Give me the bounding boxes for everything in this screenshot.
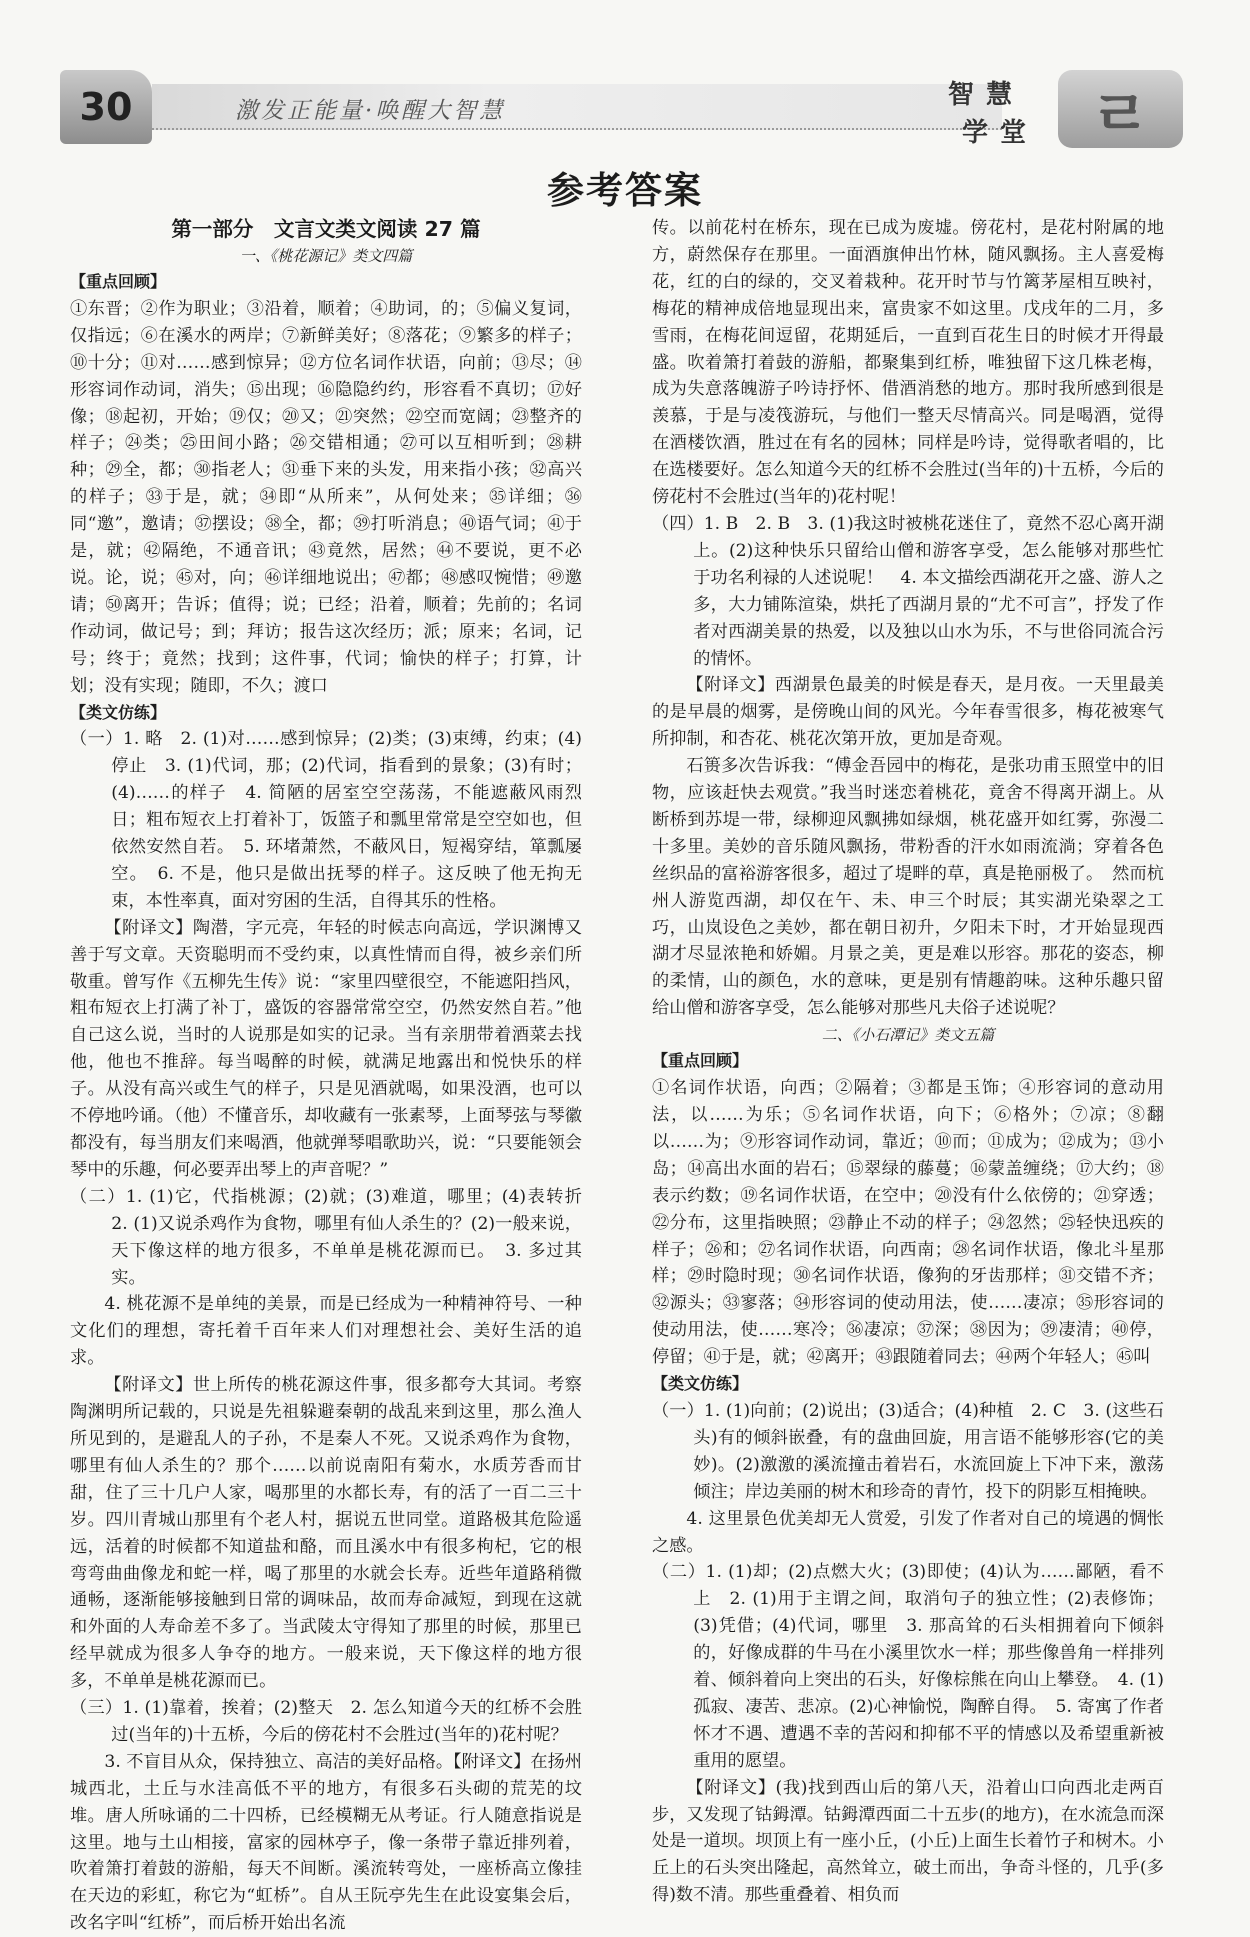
logo-char: 堂 — [1000, 118, 1027, 148]
heading-review-2: 【重点回顾】 — [652, 1051, 749, 1071]
left-column — [70, 215, 600, 1937]
translation-2: 【附译文】世上所传的桃花源这件事，很多都夸大其词。考察陶渊明所记载的，只说是先祖躲避秦朝的战乱来到这里，那么渔人所见到的，是避乱人的子孙，不是秦人不死。又说杀鸡作为食物，哪里有仙人杀生的？那个……以前说南阳有菊水，水质芳香而甘甜，住了三十几户人家，喝那里的水都长寿，有的活了一百二三十岁。四川青城山那里有个老人村，据说五世同堂。道路极其危险遥远，活着的时候都不知道盐和酪，而且溪水中有很多枸杞，它的根弯弯曲曲像龙和蛇一样，喝了那里的水就会长寿。近些年道路稍微通畅，逐渐能够接触到日常的调味品，故而寿命减短，到现在这就和外面的人寿命差不多了。当武陵太守得知了那里的时候，那里已经早就成为很多人争夺的地方。一般来说，天下像这样的地方很多，不单单是桃花源而已。 — [70, 1375, 582, 1692]
logo-char: 慧 — [986, 80, 1013, 110]
page-header — [60, 70, 1190, 160]
answer-1: （一）1. 略 2. (1)对……感到惊异；(2)类；(3)束缚，约束；(4)停止 3. (1)代词，那；(2)代词，指看到的景象；(3)有时；(4)……的样子 4. 简陋的居室空空荡荡，不能遮蔽风雨烈日；粗布短衣上打着补丁，饭篮子和瓢里常常是空空如也，但依然安然自若。 5. 环堵萧然，不蔽风日，短褐穿结，箪瓢屡空。 6. 不是，他只是做出抚琴的样子。这反映了他无拘无束，本性率真，面对穷困的生活，自得其乐的性格。 — [70, 729, 582, 911]
translation-4-cont: 石篑多次告诉我：“傅金吾园中的梅花，是张功甫玉照堂中的旧物，应该赶快去观赏。”我当时迷恋着桃花，竟舍不得离开湖上。从断桥到苏堤一带，绿柳迎风飘拂如绿烟，桃花盛开如红雾，弥漫二十多里。美妙的音乐随风飘扬，带粉香的汗水如雨流淌；穿着各色丝织品的富裕游客很多，超过了堤畔的草，真是艳丽极了。 然而杭州人游览西湖，却仅在午、未、申三个时辰；其实湖光染翠之工巧，山岚设色之美妙，都在朝日初升，夕阳未下时，才开始显现西湖才尽显浓艳和娇媚。月景之美，更是难以形容。那花的姿态，柳的柔情，山的颜色，水的意味，更是别有情趣韵味。这种乐趣只留给山僧和游客享受，怎么能够对那些凡夫俗子述说呢？ — [652, 756, 1164, 1019]
answer-3: （三）1. (1)靠着，挨着；(2)整天 2. 怎么知道今天的红桥不会胜过(当年的)十五桥，今后的傍花村不会胜过(当年的)花村呢？ — [70, 1698, 582, 1745]
answer-5-extra: 4. 这里景色优美却无人赏爱，引发了作者对自己的境遇的惆怅之感。 — [652, 1508, 1164, 1556]
section-title-2: 二、《小石潭记》类文五篇 — [821, 1026, 995, 1045]
logo-mark-icon: ㄹ — [1058, 70, 1183, 148]
right-column — [652, 215, 1164, 1909]
translation-1: 【附译文】陶潜，字元亮，年轻的时候志向高远，学识渊博又善于写文章。天资聪明而不受约束，以真性情而自得，被乡亲们所敬重。曾写作《五柳先生传》说：“家里四壁很空，不能遮阳挡风，粗布短衣上打满了补丁，盛饭的容器常常空空，仍然安然自若。”他自己这么说，当时的人说那是如实的记录。当有亲朋带着酒菜去找他，他也不推辞。每当喝醉的时候，就满足地露出和悦快乐的样子。从没有高兴或生气的样子，只是见酒就喝，如果没酒，也可以不停地吟诵。（他）不懂音乐，却收藏有一张素琴，上面琴弦与琴徽都没有，每当朋友们来喝酒，他就弹琴唱歌助兴，说：“只要能领会琴中的乐趣，何必要弄出琴上的声音呢？” — [70, 917, 582, 1180]
section-title: 一、《桃花源记》类文四篇 — [239, 247, 413, 265]
answer-4: （四）1. B 2. B 3. (1)我这时被桃花迷住了，竟然不忍心离开湖上。(2)这种快乐只留给山僧和游客享受，怎么能够对那些忙于功名利禄的人述说呢！ 4. 本文描绘西湖花开之盛、游人之多，大力铺陈渲染，烘托了西湖月景的“尤不可言”，抒发了作者对西湖美景的热爱，以及独以山水为乐，不与世俗同流合污的情怀。 — [652, 513, 1164, 669]
logo — [940, 70, 1190, 150]
page-title: 参考答案 — [547, 168, 703, 212]
heading-practice: 【类文仿练】 — [70, 702, 167, 722]
translation-3: 3. 不盲目从众，保持独立、高洁的美好品格。【附译文】在扬州城西北，土丘与水洼高低不平的地方，有很多石头砌的荒芜的坟堆。唐人所咏诵的二十四桥，已经模糊无从考证。行人随意指说是这里。地与土山相接，富家的园林亭子，像一条带子靠近排列着，吹着箫打着鼓的游船，每天不间断。溪流转弯处，一座桥高立像挂在天边的彩虹，称它为“虹桥”。自从王阮亭先生在此设宴集会后，改名字叫“红桥”，而后桥开始出名流 — [70, 1751, 582, 1934]
review-text: ①东晋；②作为职业；③沿着，顺着；④助词，的；⑤偏义复词，仅指远；⑥在溪水的两岸；⑦新鲜美好；⑧落花；⑨繁多的样子；⑩十分；⑪对……感到惊异；⑫方位名词作状语，向前；⑬尽；⑭形容词作动词，消失；⑮出现；⑯隐隐约约，形容看不真切；⑰好像；⑱起初，开始；⑲仅；⑳又；㉑突然；㉒空而宽阔；㉓整齐的样子；㉔类；㉕田间小路；㉖交错相通；㉗可以互相听到；㉘耕种；㉙全，都；㉚指老人；㉛垂下来的头发，用来指小孩；㉜高兴的样子；㉝于是，就；㉞即“从所来”，从何处来；㉟详细；㊱同“邀”，邀请；㊲摆设；㊳全，都；㊴打听消息；㊵语气词；㊶于是，就；㊷隔绝，不通音讯；㊸竟然，居然；㊹不要说，更不必说。论，说；㊺对，向；㊻详细地说出；㊼都；㊽感叹惋惜；㊾邀请；㊿离开；告诉；值得；说；已经；沿着，顺着；先前的；名词作动词，做记号；到；拜访；报告这次经历；派；原来；名词，记号；终于；竟然；找到；这件事，代词；愉快的样子；打算，计划；没有实现；随即，不久；渡口 — [70, 298, 582, 696]
heading-practice-2: 【类文仿练】 — [652, 1374, 749, 1394]
logo-char: 智 — [948, 80, 975, 110]
answer-6: （二）1. (1)却；(2)点燃大火；(3)即使；(4)认为……鄙陋，看不上 2. (1)用于主谓之间，取消句子的独立性；(2)表修饰；(3)凭借；(4)代词，哪里 3. 那高耸的石头相拥着向下倾斜的，好像成群的牛马在小溪里饮水一样；那些像兽角一样排列着、倾斜着向上突出的石头，好像棕熊在向山上攀登。 4. (1)孤寂、凄苦、悲凉。(2)心神愉悦，陶醉自得。 5. 寄寓了作者怀才不遇、遭遇不幸的苦闷和抑郁不平的情感以及希望重新被重用的愿望。 — [652, 1562, 1164, 1771]
answer-2: （二）1. (1)它，代指桃源；(2)就；(3)难道，哪里；(4)表转折 2. (1)又说杀鸡作为食物，哪里有仙人杀生的？(2)一般来说，天下像这样的地方很多，不单单是桃花源而已。 3. 多过其实。 — [70, 1186, 600, 1288]
review-text-2: ①名词作状语，向西；②隔着；③都是玉饰；④形容词的意动用法，以……为乐；⑤名词作状语，向下；⑥格外；⑦凉；⑧翻以……为；⑨形容词作动词，靠近；⑩而；⑪成为；⑫成为；⑬小岛；⑭高出水面的岩石；⑮翠绿的藤蔓；⑯蒙盖缠绕；⑰大约；⑱表示约数；⑲名词作状语，在空中；⑳没有什么依傍的；㉑穿透；㉒分布，这里指映照；㉓静止不动的样子；㉔忽然；㉕轻快迅疾的样子；㉖和；㉗名词作状语，向西南；㉘名词作状语，像北斗星那样；㉙时隐时现；㉚名词作状语，像狗的牙齿那样；㉛交错不齐；㉜源头；㉝寥落；㉞形容词的使动用法，使……凄凉；㉟形容词的使动用法，使……寒冷；㊱凄凉；㊲深；㊳因为；㊴凄清；㊵停，停留；㊶于是，就；㊷离开；㊸跟随着同去；㊹两个年轻人；㊺叫 — [652, 1078, 1164, 1368]
translation-6: 【附译文】(我)找到西山后的第八天，沿着山口向西北走两百步，又发现了钴鉧潭。钴鉧潭西面二十五步(的地方)，在水流急而深处是一道坝。坝顶上有一座小丘，(小丘)上面生长着竹子和树木。小丘上的石头突出隆起，高然耸立，破土而出，争奇斗怪的，几乎(多得)数不清。那些重叠着、相负而 — [652, 1777, 1164, 1906]
translation-4: 【附译文】西湖景色最美的时候是春天，是月夜。一天里最美的是早晨的烟雾，是傍晚山间的风光。今年春雪很多，梅花被寒气所抑制，和杏花、桃花次第开放，更加是奇观。 — [652, 675, 1164, 750]
logo-text — [940, 70, 1060, 150]
header-slogan: 激发正能量·唤醒大智慧 — [235, 98, 506, 124]
page-number: 30 — [60, 70, 152, 144]
translation-3-cont: 传。以前花村在桥东，现在已成为废墟。傍花村，是花村附属的地方，蔚然保存在那里。一面酒旗伸出竹林，随风飘扬。主人喜爱梅花，红的白的绿的，交叉着栽种。花开时节与竹篱茅屋相互映衬，梅花的精神成倍地显现出来，富贵家不如这里。戊戌年的二月，多雪雨，在梅花间逗留，花期延后，一直到百花生日的时候才开得最盛。吹着箫打着鼓的游船，都聚集到红桥，唯独留下这几株老梅，成为失意落魄游子吟诗抒怀、借酒消愁的地方。那时我所感到很是羡慕，于是与凌筏游玩，与他们一整天尽情高兴。同是喝酒，觉得在酒楼饮酒，胜过在有名的园林；同样是吟诗，觉得歌者唱的，比在选楼要好。怎么知道今天的红桥不会胜过(当年的)十五桥，今后的傍花村不会胜过(当年的)花村呢！ — [652, 218, 1164, 508]
part-title: 第一部分 文言文类文阅读 27 篇 — [171, 217, 481, 241]
heading-review: 【重点回顾】 — [70, 272, 167, 291]
answer-2-extra: 4. 桃花源不是单纯的美景，而是已经成为一种精神符号、一种文化们的理想，寄托着千百年来人们对理想社会、美好生活的追求。 — [70, 1294, 582, 1369]
answer-5: （一）1. (1)向前；(2)说出；(3)适合；(4)种植 2. C 3. (这些石头)有的倾斜嵌叠，有的盘曲回旋，用言语不能够形容(它的美妙)。(2)激激的溪流撞击着岩石，水流回旋上下冲下来，激荡倾注；岸边美丽的树木和珍奇的青竹，投下的阴影互相掩映。 — [652, 1400, 1164, 1502]
logo-char: 学 — [962, 118, 989, 148]
